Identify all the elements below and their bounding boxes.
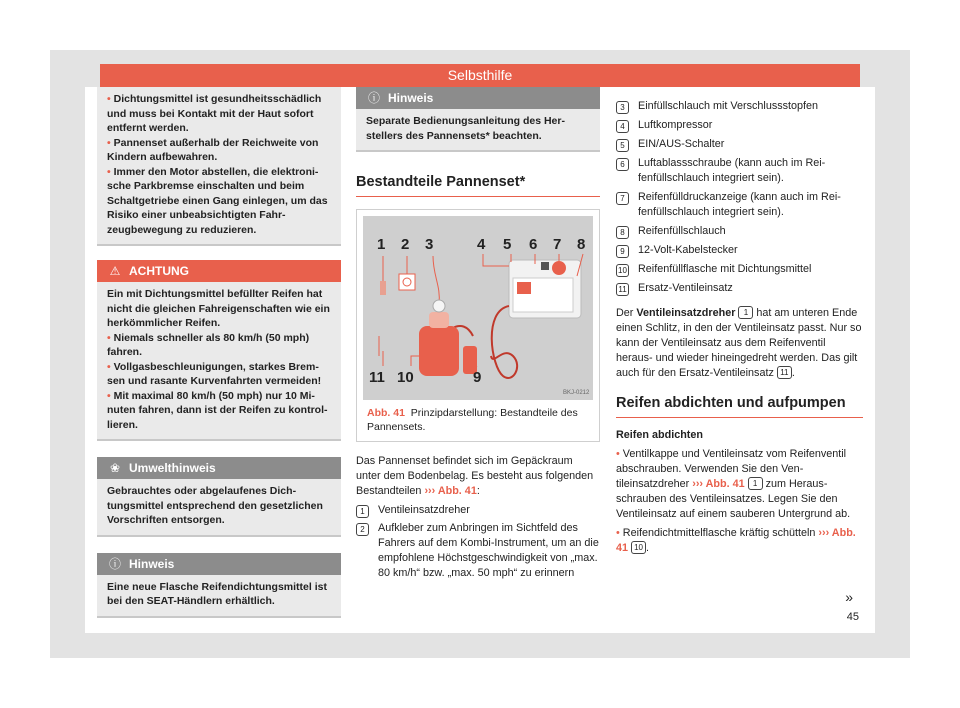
callout-11: 11	[369, 369, 385, 386]
repair-kit-drawing	[363, 216, 593, 400]
callout-7: 7	[553, 236, 562, 253]
list-item: 9 12-Volt-Kabelstecker	[616, 243, 863, 258]
figure-reference-link[interactable]: ››› Abb. 41	[692, 478, 745, 490]
kit-intro-paragraph: Das Pannenset befindet sich im Gepäckraum unter dem Bodenbelag. Es besteht aus folgenden Bestandteilen ››› Abb. 41:	[356, 455, 594, 497]
callout-10: 10	[397, 369, 414, 386]
info-icon: ⓘ	[108, 556, 121, 571]
chapter-header	[100, 64, 860, 87]
page-number: 45	[846, 611, 859, 623]
achtung-item: • Mit maximal 80 km/h (50 mph) nur 10 Minuten fahren, dann ist der Reifen zu kontrollieren.	[107, 389, 328, 431]
middle-column	[356, 87, 600, 581]
list-item: 11 Ersatz-Ventileinsatz	[616, 281, 863, 296]
list-item: 7 Reifenfülldruckanzeige (kann auch im Reifenfüllschlauch integriert sein).	[616, 190, 863, 220]
figure-code: BKJ-0212	[563, 390, 590, 396]
achtung-item: • Vollgasbeschleunigungen, starkes Bremsen und rasante Kurvenfahrten vermeiden!	[107, 360, 322, 387]
callout-4: 4	[477, 236, 486, 253]
umwelt-text: Gebrauchtes oder abgelaufenes Dichtungsmittel entsprechend den gesetzlichen Vorschriften entsorgen.	[107, 485, 323, 526]
hinweis-text: Separate Bedienungsanleitung des Herstellers des Pannensets* beachten.	[366, 115, 565, 142]
callout-1: 1	[377, 236, 386, 253]
info-icon: ⓘ	[367, 91, 380, 105]
figure-label: Abb. 41	[367, 407, 405, 419]
figure-caption-text: Prinzipdarstellung: Bestandteile des Pannensets.	[367, 407, 578, 433]
achtung-box	[97, 260, 341, 441]
umwelt-box	[97, 457, 341, 537]
component-list	[356, 503, 600, 581]
warning-item: • Immer den Motor abstellen, die elektronische Parkbremse einschalten und beim Schaltgetriebe einen Gang einlegen, um das Risiko einer unbeabsichtigten Fahrzeugbewegung zu reduzieren.	[107, 165, 328, 236]
hinweis-text: Eine neue Flasche Reifendichtungsmittel ist bei den SEAT-Händlern erhältlich.	[107, 580, 327, 607]
list-item: 5 EIN/AUS-Schalter	[616, 137, 863, 152]
callout-9: 9	[473, 369, 482, 386]
section-title-bestandteile: Bestandteile Pannenset*	[356, 174, 600, 197]
figure-reference-link[interactable]: ››› Abb. 41	[616, 527, 856, 554]
figure-caption	[357, 400, 599, 441]
continue-mark: »	[845, 589, 853, 605]
warning-triangle-icon: ⚠	[109, 264, 121, 278]
component-list-continued	[616, 99, 863, 296]
warning-item: • Pannenset außerhalb der Reichweite von Kindern aufbewahren.	[107, 136, 319, 163]
chapter-title: Selbsthilfe	[447, 67, 513, 83]
callout-2: 2	[401, 236, 410, 253]
left-column	[97, 87, 341, 618]
figure-41	[356, 209, 600, 442]
figure-illustration	[363, 216, 593, 400]
list-item: 6 Luftablassschraube (kann auch im Reifenfüllschlauch integriert sein).	[616, 156, 863, 186]
umwelt-header: ❀ Umwelthinweis	[97, 457, 341, 479]
list-item: 3 Einfüllschlauch mit Verschlussstopfen	[616, 99, 863, 114]
right-column	[616, 87, 863, 556]
list-item: 4 Luftkompressor	[616, 118, 863, 133]
list-item: 2 Aufkleber zum Anbringen im Sichtfeld des Fahrers auf dem Kombi-Instrument, um an die empfohlene Höchstgeschwindigkeit von „max. 80 km/h“ bzw. „max. 50 mph“ zu erinnern	[356, 521, 600, 581]
manual-page	[85, 87, 875, 633]
environment-leaf-icon: ❀	[109, 461, 121, 475]
figure-reference-link[interactable]: ››› Abb. 41	[424, 485, 477, 497]
hinweis-manufacturer-box	[356, 87, 600, 152]
warning-item: • Dichtungsmittel ist gesundheitsschädlich und muss bei Kontakt mit der Haut sofort entfernt werden.	[107, 93, 322, 134]
hinweis-header: ⓘ Hinweis	[97, 553, 341, 575]
callout-8: 8	[577, 236, 586, 253]
step-bullet: • Reifendichtmittelflasche kräftig schütteln ››› Abb. 41 10 .	[616, 527, 856, 554]
achtung-header: ⚠ ACHTUNG	[97, 260, 341, 282]
achtung-item: • Niemals schneller als 80 km/h (50 mph) fahren.	[107, 331, 310, 358]
achtung-intro: Ein mit Dichtungsmittel befüllter Reifen hat nicht die gleichen Fahreigenschaften wie ein herkömmlicher Reifen.	[107, 288, 330, 329]
callout-3: 3	[425, 236, 434, 253]
step-bullet: • Ventilkappe und Ventileinsatz vom Reifenventil abschrauben. Verwenden Sie den Ventileinsatzdreher ››› Abb. 41 1 zum Herausschrauben des Ventileinsatzes. Legen Sie den Ventileinsatz auf einem sauberen Untergrund ab.	[616, 448, 851, 520]
list-item: 8 Reifenfüllschlauch	[616, 224, 863, 239]
valve-tool-paragraph: Der Ventileinsatzdreher 1 hat am unteren Ende einen Schlitz, in den der Ventileinsatz passt. Nur so kann der Ventileinsatz aus dem Reifenventil heraus- und wieder hineingedreht werden. Das gilt auch für den Ersatz-Ventileinsatz 11 .	[616, 307, 862, 379]
list-item: 10 Reifenfüllflasche mit Dichtungsmittel	[616, 262, 863, 277]
subsection-title: Reifen abdichten	[616, 429, 703, 441]
hinweis-box	[97, 553, 341, 618]
callout-5: 5	[503, 236, 512, 253]
list-item: 1 Ventileinsatzdreher	[356, 503, 600, 518]
callout-6: 6	[529, 236, 538, 253]
hinweis-header: ⓘ Hinweis	[356, 87, 600, 109]
warning-continued-box	[97, 87, 341, 246]
section-title-reifen-abdichten: Reifen abdichten und aufpumpen	[616, 395, 863, 418]
